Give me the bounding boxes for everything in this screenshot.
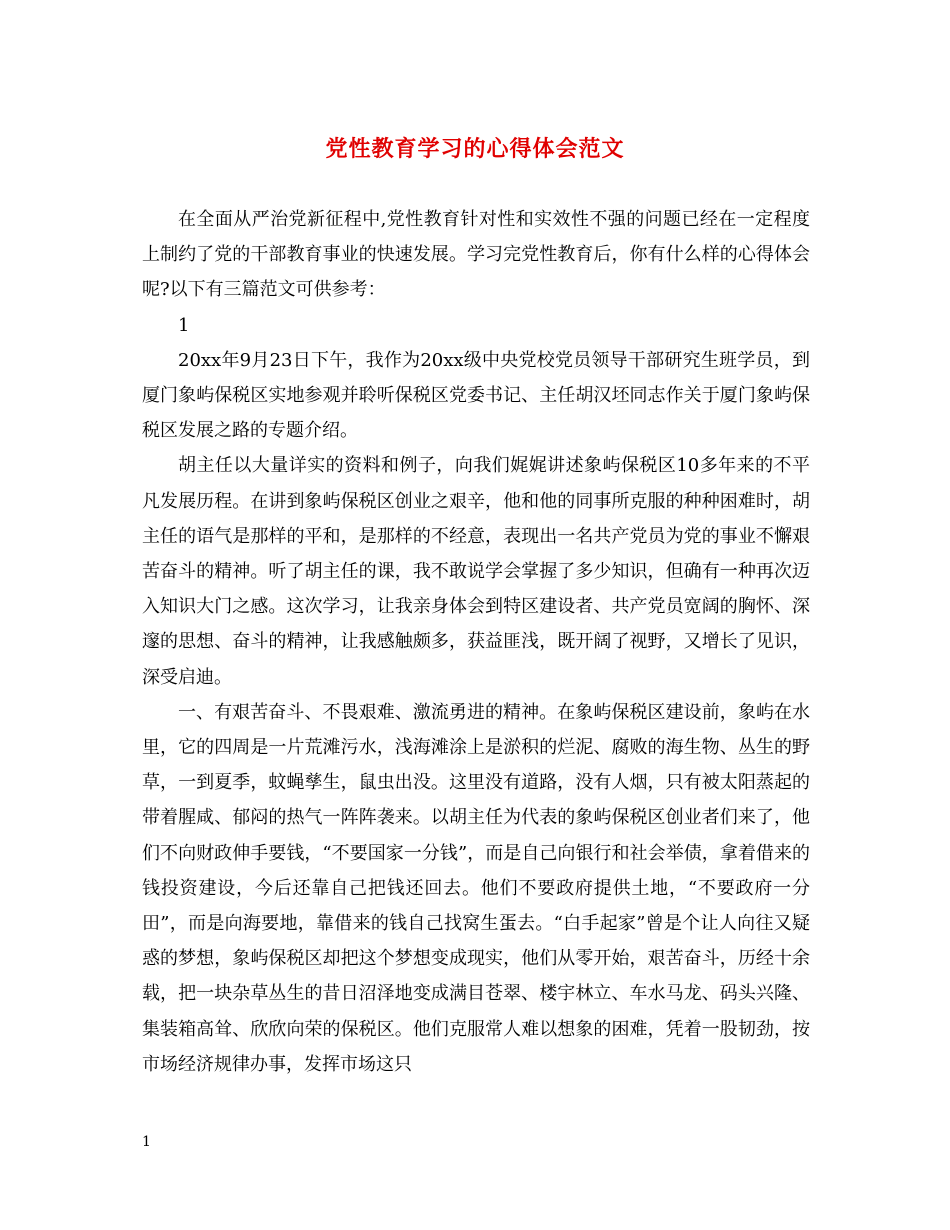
paragraph-spirit: 一、有艰苦奋斗、不畏艰难、激流勇进的精神。在象屿保税区建设前，象屿在水里，它的四周是一片荒滩污水，浅海滩涂上是淤积的烂泥、腐败的海生物、丛生的野草，一到夏季，蚊蝇孳生，鼠虫出没。这里没有道路，没有人烟，只有被太阳蒸起的带着腥咸、郁闷的热气一阵阵袭来。以胡主任为代表的象屿保税区创业者们来了，他们不向财政伸手要钱，“不要国家一分钱”，而是自己向银行和社会举债，拿着借来的钱投资建设，今后还靠自己把钱还回去。他们不要政府提供土地，“不要政府一分田”，而是向海要地，靠借来的钱自己找窝生蛋去。“白手起家”曾是个让人向往又疑惑的梦想，象屿保税区却把这个梦想变成现实，他们从零开始，艰苦奋斗，历经十余载，把一块杂草丛生的昔日沼泽地变成满目苍翠、楼宇林立、车水马龙、码头兴隆、集装箱高耸、欣欣向荣的保税区。他们克服常人难以想象的困难，凭着一股韧劲，按市场经济规律办事，发挥市场这只 (142, 701, 810, 1075)
document-title: 党性教育学习的心得体会范文 (325, 136, 625, 162)
paragraph-lecture: 胡主任以大量详实的资料和例子，向我们娓娓讲述象屿保税区10多年来的不平凡发展历程。在讲到象屿保税区创业之艰辛，他和他的同事所克服的种种困难时，胡主任的语气是那样的平和，是那样的不经意，表现出一名共产党员为党的事业不懈艰苦奋斗的精神。听了胡主任的课，我不敢说学会掌握了多少知识，但确有一种再次迈入知识大门之感。这次学习，让我亲身体会到特区建设者、共产党员宽阔的胸怀、深邃的思想、奋斗的精神，让我感触颇多，获益匪浅，既开阔了视野，又增长了见识，深受启迪。 (142, 455, 810, 688)
paragraph-intro: 在全面从严治党新征程中,党性教育针对性和实效性不强的问题已经在一定程度上制约了党的干部教育事业的快速发展。学习完党性教育后，你有什么样的心得体会呢?以下有三篇范文可供参考： (142, 209, 810, 301)
page-number: 1 (142, 1134, 151, 1150)
document-body (142, 202, 810, 1082)
paragraph-visit: 20xx年9月23日下午，我作为20xx级中央党校党员领导干部研究生班学员，到厦门象屿保税区实地参观并聆听保税区党委书记、主任胡汉坯同志作关于厦门象屿保税区发展之路的专题介绍。 (142, 349, 810, 442)
section-number: 1 (178, 314, 190, 336)
